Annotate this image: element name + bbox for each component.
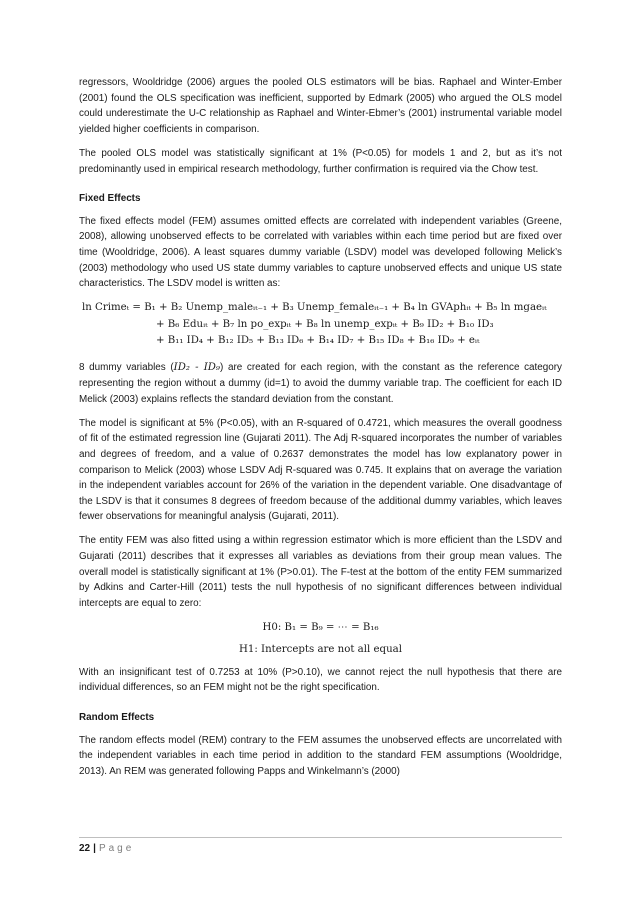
lsdv-equation xyxy=(79,300,562,349)
page-number: 22 xyxy=(79,843,91,854)
paragraph-f-test-result: With an insignificant test of 0.7253 at 10% (P>0.10), we cannot reject the null hypothesis that there are individual differences, so an FEM might not be the right specification. xyxy=(79,666,562,694)
heading-random-effects: Random Effects xyxy=(79,712,155,724)
paragraph-entity-fem: The entity FEM was also fitted using a within regression estimator which is more efficient than the LSDV and Gujarati (2011) describes that it expresses all variables as deviations from their group mean values. The overall model is statistically significant at 1% (P>0.01). The F-test at the bottom of the entity FEM summarized by Adkins and Carter-Hill (2011) tests the null hypothesis of no significant differences between individual intercepts are equal to zero: xyxy=(79,535,562,609)
page-label: Page xyxy=(98,843,135,854)
paragraph-fem-intro: The fixed effects model (FEM) assumes omitted effects are correlated with independent variables (Greene, 2008), allowing unobserved effects to be correlated with variables within each time period but are fixed over time (Wooldridge, 2006). A least squares dummy variable (LSDV) model was developed following Melick’s (2003) methodology who used US state dummy variables to capture unobserved effects and unique US state characteristics. The LSDV model is written as: xyxy=(79,215,562,290)
dummy-text-post: ) are created for each region, with the constant as the reference category representing the region without a dummy (id=1) to avoid the dummy variable trap. The coefficient for each ID Melick (2003) explains reflects the standard deviation from the constant. xyxy=(79,361,562,405)
null-hypothesis: H0: B₁ = B₉ = ⋯ = B₁₆ xyxy=(262,622,379,634)
page-body xyxy=(79,75,562,788)
alternative-hypothesis: H1: Intercepts are not all equal xyxy=(239,644,402,656)
footer-separator: | xyxy=(93,843,96,854)
equation-line-2: + B₆ Eduᵢₜ + B₇ ln po_expᵢₜ + B₈ ln unemp_expᵢₜ + B₉ ID₂ + B₁₀ ID₃ xyxy=(156,318,494,330)
dummy-text-pre: 8 dummy variables ( xyxy=(79,361,174,373)
paragraph-model-significance: The model is significant at 5% (P<0.05), with an R-squared of 0.4721, which measures the overall goodness of fit of the estimated regression line (Gujarati 2011). The Adj R-squared incorporates the number of variables and degrees of freedom, and a value of 0.2637 demonstrates the model has low explanatory power in comparison to Melick (2003) whose LSDV Adj R-squared was 0.745. It explains that on average the variation in the independent variables account for 26% of the variation in the dependent variable. One disadvantage of the LSDV is that it consumes 8 degrees of freedom because of the additional dummy variables, which leaves fewer observations for meaningful analysis (Gujarati, 2011). xyxy=(79,417,562,523)
equation-line-1: ln Crimeₜ = B₁ + B₂ Unemp_maleᵢₜ₋₁ + B₃ Unemp_femaleᵢₜ₋₁ + B₄ ln GVAphᵢₜ + B₅ ln mgaeᵢₜ xyxy=(82,302,547,314)
paragraph-pooled-ols: The pooled OLS model was statistically significant at 1% (P<0.05) for models 1 and 2, but as it’s not predominantly used in empirical research methodology, further confirmation is required via the Chow test. xyxy=(79,147,562,175)
page-footer xyxy=(79,837,562,856)
hypotheses-block xyxy=(79,620,562,659)
dummy-range-math: ID₂ - ID₉ xyxy=(173,361,220,373)
paragraph-ols-bias: regressors, Wooldridge (2006) argues the pooled OLS estimators will be bias. Raphael and Winter-Ember (2001) found the OLS specification was inefficient, supported by Edmark (2005) who argued the OLS model could underestimate the U-C relationship as Raphael and Winter-Ebmer’s (2001) instrumental variable model yielded higher coefficients in comparison. xyxy=(79,77,562,135)
equation-line-3: + B₁₁ ID₄ + B₁₂ ID₅ + B₁₃ ID₆ + B₁₄ ID₇ + B₁₅ ID₈ + B₁₆ ID₉ + eᵢₜ xyxy=(156,335,480,347)
paragraph-rem-intro: The random effects model (REM) contrary to the FEM assumes the unobserved effects are uncorrelated with the independent variables in each time period in addition to the standard FEM assumptions (Wooldridge, 2013). An REM was generated following Papps and Winkelmann’s (2000) xyxy=(79,734,562,777)
heading-fixed-effects: Fixed Effects xyxy=(79,193,141,205)
paragraph-dummy-variables xyxy=(79,360,562,408)
